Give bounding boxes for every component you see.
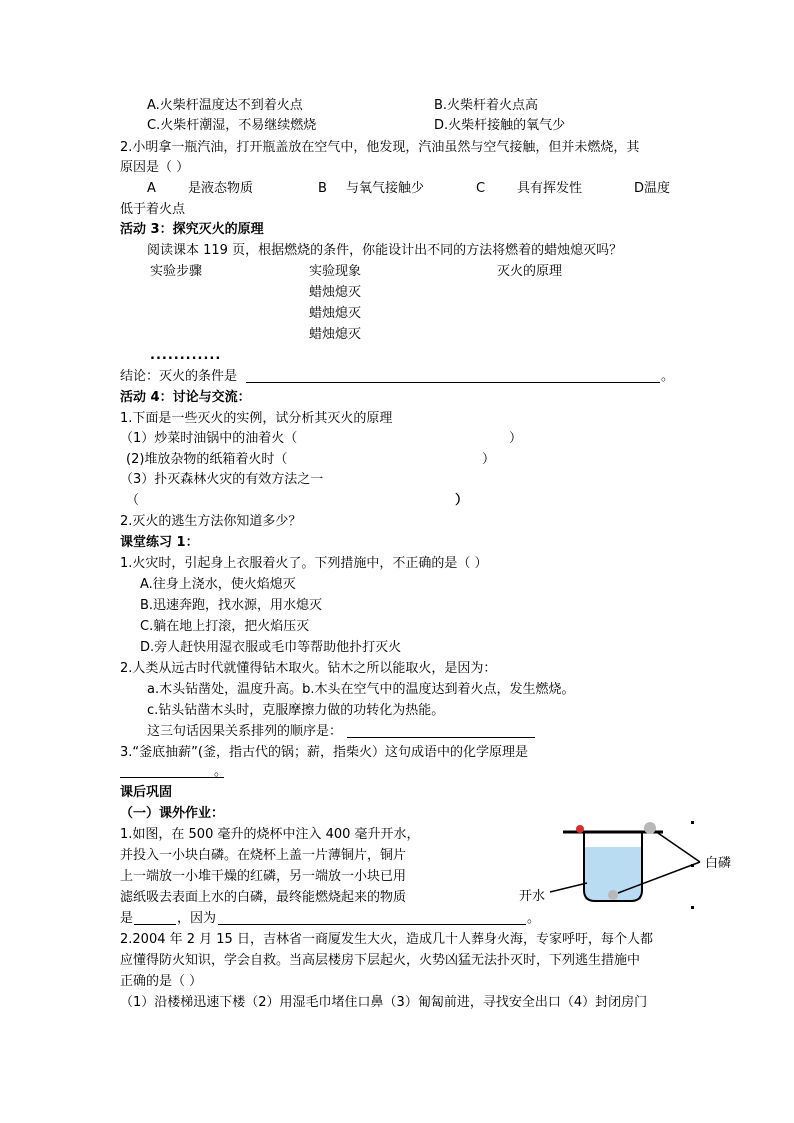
homework-q1-line-5c: 。 bbox=[527, 911, 541, 926]
practice-q2-order: 这三句话因果关系排列的顺序是： bbox=[147, 724, 343, 739]
beaker-diagram bbox=[505, 812, 755, 917]
q2-option-c-letter: C bbox=[476, 181, 486, 196]
practice-q3-end: 。 bbox=[214, 764, 228, 779]
q1-option-b: B.火柴杆着火点高 bbox=[434, 98, 539, 113]
practice-q1: 1.火灾时，引起身上衣服着火了。下列措施中，不正确的是（ ） bbox=[120, 556, 488, 571]
label-boiling-water: 开水 bbox=[519, 889, 546, 904]
q2-option-b: 与氧气接触少 bbox=[346, 181, 425, 196]
practice-q3: 3.“釜底抽薪”(釜，指古代的锅；薪，指柴火）这句成语中的化学原理是 bbox=[120, 745, 528, 760]
homework-q2-line-1: 2.2004 年 2 月 15 日，吉林省一商厦发生大火，造成几十人葬身火海，专家呼吁，每个人都 bbox=[120, 932, 653, 947]
activity4-item-2-end: ） bbox=[482, 452, 496, 467]
q2-option-d: D温度 bbox=[634, 181, 671, 196]
activity3-col-steps: 实验步骤 bbox=[150, 264, 203, 279]
practice-q1-b: B.迅速奔跑，找水源，用水熄灭 bbox=[140, 598, 323, 613]
activity4-item-2: (2)堆放杂物的纸箱着火时（ bbox=[126, 452, 288, 467]
practice-q2-ab: a.木头钻凿处，温度升高。b.木头在空气中的温度达到着火点，发生燃烧。 bbox=[147, 682, 575, 697]
activity3-row-1: 蜡烛熄灭 bbox=[309, 285, 362, 300]
activity3-conclusion: 结论：灭火的条件是 bbox=[120, 369, 238, 384]
q2-line-last: 低于着火点 bbox=[120, 202, 186, 217]
q2-line-1: 2.小明拿一瓶汽油，打开瓶盖放在空气中，他发现，汽油虽然与空气接触，但并未燃烧，其 bbox=[120, 140, 640, 155]
review-title: 课后巩固 bbox=[120, 785, 173, 800]
homework-q1-line-3: 上一端放一小堆干燥的红磷，另一端放一小块已用 bbox=[120, 869, 407, 884]
white-phosphorus-top-dot bbox=[644, 822, 656, 834]
homework-q1-line-5a: 是 bbox=[120, 911, 134, 926]
fig-mark-top bbox=[691, 821, 694, 824]
conclusion-blank[interactable] bbox=[246, 382, 660, 383]
activity4-item-1-end: ） bbox=[509, 431, 523, 446]
q2-option-a-letter: A bbox=[147, 181, 156, 196]
review-subtitle: （一）课外作业： bbox=[120, 806, 225, 821]
activity4-item-1: （1）炒菜时油锅中的油着火（ bbox=[120, 431, 298, 446]
activity4-item-3-open: （ bbox=[126, 493, 140, 508]
q2-option-b-letter: B bbox=[318, 181, 327, 196]
fig-mark-bottom bbox=[691, 906, 694, 909]
pointer-water bbox=[550, 883, 587, 892]
q2-option-c: 具有挥发性 bbox=[517, 181, 583, 196]
pointer-top bbox=[655, 831, 700, 862]
practice-q2-c: c.钻头钻凿木头时，克服摩擦力做的功转化为热能。 bbox=[147, 703, 445, 718]
activity3-conclusion-end: 。 bbox=[661, 369, 675, 384]
homework-q1-line-5b: ，因为 bbox=[177, 911, 217, 926]
homework-q2-line-2: 应懂得防火知识，学会自救。当高层楼房下层起火，火势凶猛无法扑灭时，下列逃生措施中 bbox=[120, 953, 641, 968]
q2-option-a: 是液态物质 bbox=[188, 181, 254, 196]
reason-blank[interactable] bbox=[218, 924, 526, 925]
label-white-phosphorus: 白磷 bbox=[705, 856, 732, 871]
practice-q1-a: A.往身上浇水，使火焰熄灭 bbox=[140, 577, 296, 592]
practice-q1-d: D.旁人赶快用湿衣服或毛巾等帮助他扑打灭火 bbox=[140, 640, 402, 655]
practice-title: 课堂练习 1： bbox=[120, 535, 199, 550]
activity3-intro: 阅读课本 119 页，根据燃烧的条件，你能设计出不同的方法将燃着的蜡烛熄灭吗？ bbox=[147, 243, 623, 258]
homework-q2-line-3: 正确的是（ ） bbox=[120, 974, 203, 989]
q2-line-2: 原因是（ ） bbox=[120, 160, 190, 175]
q1-option-d: D.火柴杆接触的氧气少 bbox=[434, 118, 566, 133]
activity3-title: 活动 3：探究灭火的原理 bbox=[120, 222, 264, 237]
homework-q1-line-2: 并投入一小块白磷。在烧杯上盖一片薄铜片，铜片 bbox=[120, 848, 407, 863]
order-blank[interactable] bbox=[347, 737, 535, 738]
activity3-ellipsis: ............ bbox=[150, 348, 222, 363]
activity3-row-3: 蜡烛熄灭 bbox=[309, 327, 362, 342]
homework-q1-line-4: 滤纸吸去表面上水的白磷，最终能燃烧起来的物质 bbox=[120, 890, 407, 905]
activity3-col-principle: 灭火的原理 bbox=[497, 264, 563, 279]
activity4-q1: 1.下面是一些灭火的实例，试分析其灭火的原理 bbox=[120, 411, 393, 426]
q3-blank[interactable] bbox=[120, 777, 224, 778]
activity3-col-phenomenon: 实验现象 bbox=[309, 264, 362, 279]
activity4-title: 活动 4：讨论与交流： bbox=[120, 390, 251, 405]
white-phosphorus-bottom-dot bbox=[608, 890, 618, 900]
activity4-q2: 2.灭火的逃生方法你知道多少？ bbox=[120, 514, 302, 529]
substance-blank[interactable] bbox=[134, 924, 176, 925]
homework-q2-line-4: （1）沿楼梯迅速下楼（2）用湿毛巾堵住口鼻（3）匍匐前进，寻找安全出口（4）封闭房门 bbox=[120, 995, 648, 1010]
practice-q1-c: C.躺在地上打滚，把火焰压灭 bbox=[140, 619, 310, 634]
activity4-item-3-end: ） bbox=[455, 493, 469, 508]
red-phosphorus-dot bbox=[576, 825, 584, 833]
q1-option-a: A.火柴杆温度达不到着火点 bbox=[147, 98, 303, 113]
q1-option-c: C.火柴杆潮湿，不易继续燃烧 bbox=[147, 118, 317, 133]
homework-q1-line-1: 1.如图，在 500 毫升的烧杯中注入 400 毫升开水， bbox=[120, 827, 420, 842]
practice-q2: 2.人类从远古时代就懂得钻木取火。钻木之所以能取火，是因为： bbox=[120, 661, 497, 676]
activity4-item-3: （3）扑灭森林火灾的有效方法之一 bbox=[120, 472, 324, 487]
fig-mark-mid bbox=[691, 864, 694, 867]
activity3-row-2: 蜡烛熄灭 bbox=[309, 306, 362, 321]
